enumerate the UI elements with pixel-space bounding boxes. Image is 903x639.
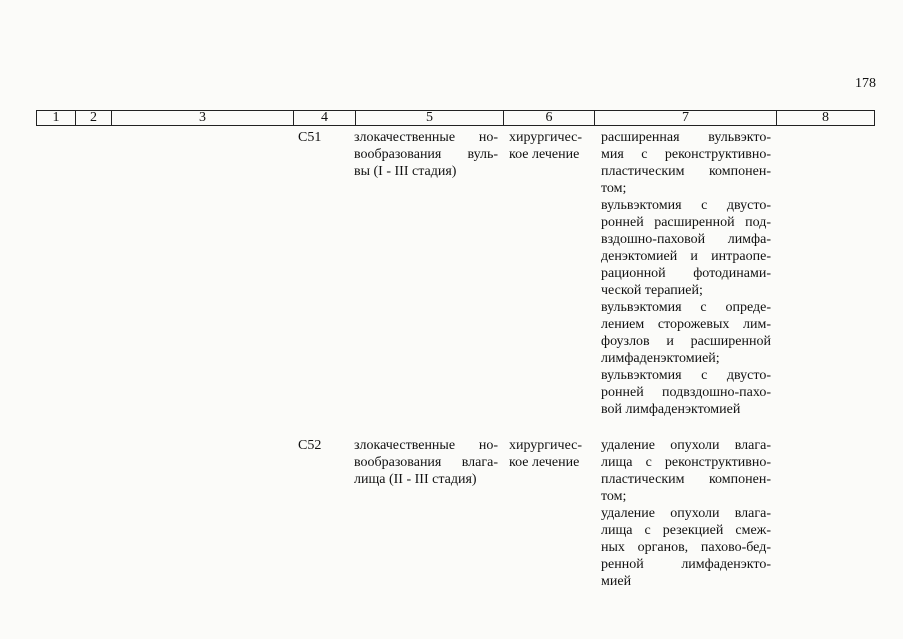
treatment-line: кое лечение <box>509 147 580 162</box>
method-line: рационной фотодинами- <box>601 266 771 281</box>
diagnosis-line: вообразования влага- <box>354 455 498 470</box>
diagnosis-line: злокачественные но- <box>354 130 498 145</box>
method-line: удаление опухоли влага- <box>601 438 771 453</box>
method-line: денэктомией и интраопе- <box>601 249 771 264</box>
column-number-5: 5 <box>355 111 503 125</box>
method-line: вульвэктомия с двусто- <box>601 198 771 213</box>
column-number-3: 3 <box>111 111 293 125</box>
treatment-line: хирургичес- <box>509 130 583 145</box>
page-number: 178 <box>855 76 876 91</box>
diagnosis-line: вообразования вуль- <box>354 147 498 162</box>
treatment-line: хирургичес- <box>509 438 583 453</box>
diagnosis-cell-c52 <box>354 437 498 488</box>
method-line: фоузлов и расширенной <box>601 334 771 349</box>
method-line: вздошно-паховой лимфа- <box>601 232 771 247</box>
method-line: ных органов, пахово-бед- <box>601 540 771 555</box>
method-line: мия с реконструктивно- <box>601 147 771 162</box>
method-line: вульвэктомия с опреде- <box>601 300 771 315</box>
method-line: расширенная вульвэкто- <box>601 130 771 145</box>
method-line: ренной лимфаденэкто- <box>601 557 771 572</box>
diagnosis-cell-c51 <box>354 129 498 180</box>
method-line: том; <box>601 489 627 504</box>
diagnosis-line: лища (II - III стадия) <box>354 472 477 487</box>
method-line: пластическим компонен- <box>601 164 771 179</box>
treatment-cell-c51 <box>509 129 589 163</box>
code-cell-c52: C52 <box>298 438 322 453</box>
method-line: ческой терапией; <box>601 283 703 298</box>
method-line: ронней подвздошно-пахо- <box>601 385 771 400</box>
method-line: том; <box>601 181 627 196</box>
diagnosis-line: вы (I - III стадия) <box>354 164 457 179</box>
column-number-4: 4 <box>293 111 355 125</box>
treatment-cell-c52 <box>509 437 589 471</box>
column-number-2: 2 <box>75 111 111 125</box>
code-cell-c51: C51 <box>298 130 322 145</box>
methods-cell-c52 <box>601 437 771 590</box>
method-line: лимфаденэктомией; <box>601 351 720 366</box>
table-header-row <box>36 110 875 126</box>
column-number-6: 6 <box>503 111 594 125</box>
method-line: вой лимфаденэктомией <box>601 402 741 417</box>
method-line: лища с реконструктивно- <box>601 455 771 470</box>
column-number-8: 8 <box>776 111 874 125</box>
method-line: вульвэктомия с двусто- <box>601 368 771 383</box>
treatment-line: кое лечение <box>509 455 580 470</box>
method-line: мией <box>601 574 632 589</box>
method-line: лища с резекцией смеж- <box>601 523 771 538</box>
column-number-7: 7 <box>594 111 776 125</box>
diagnosis-line: злокачественные но- <box>354 438 498 453</box>
method-line: удаление опухоли влага- <box>601 506 771 521</box>
method-line: пластическим компонен- <box>601 472 771 487</box>
method-line: лением сторожевых лим- <box>601 317 771 332</box>
column-number-1: 1 <box>52 110 60 125</box>
methods-cell-c51 <box>601 129 771 418</box>
method-line: ронней расширенной под- <box>601 215 771 230</box>
